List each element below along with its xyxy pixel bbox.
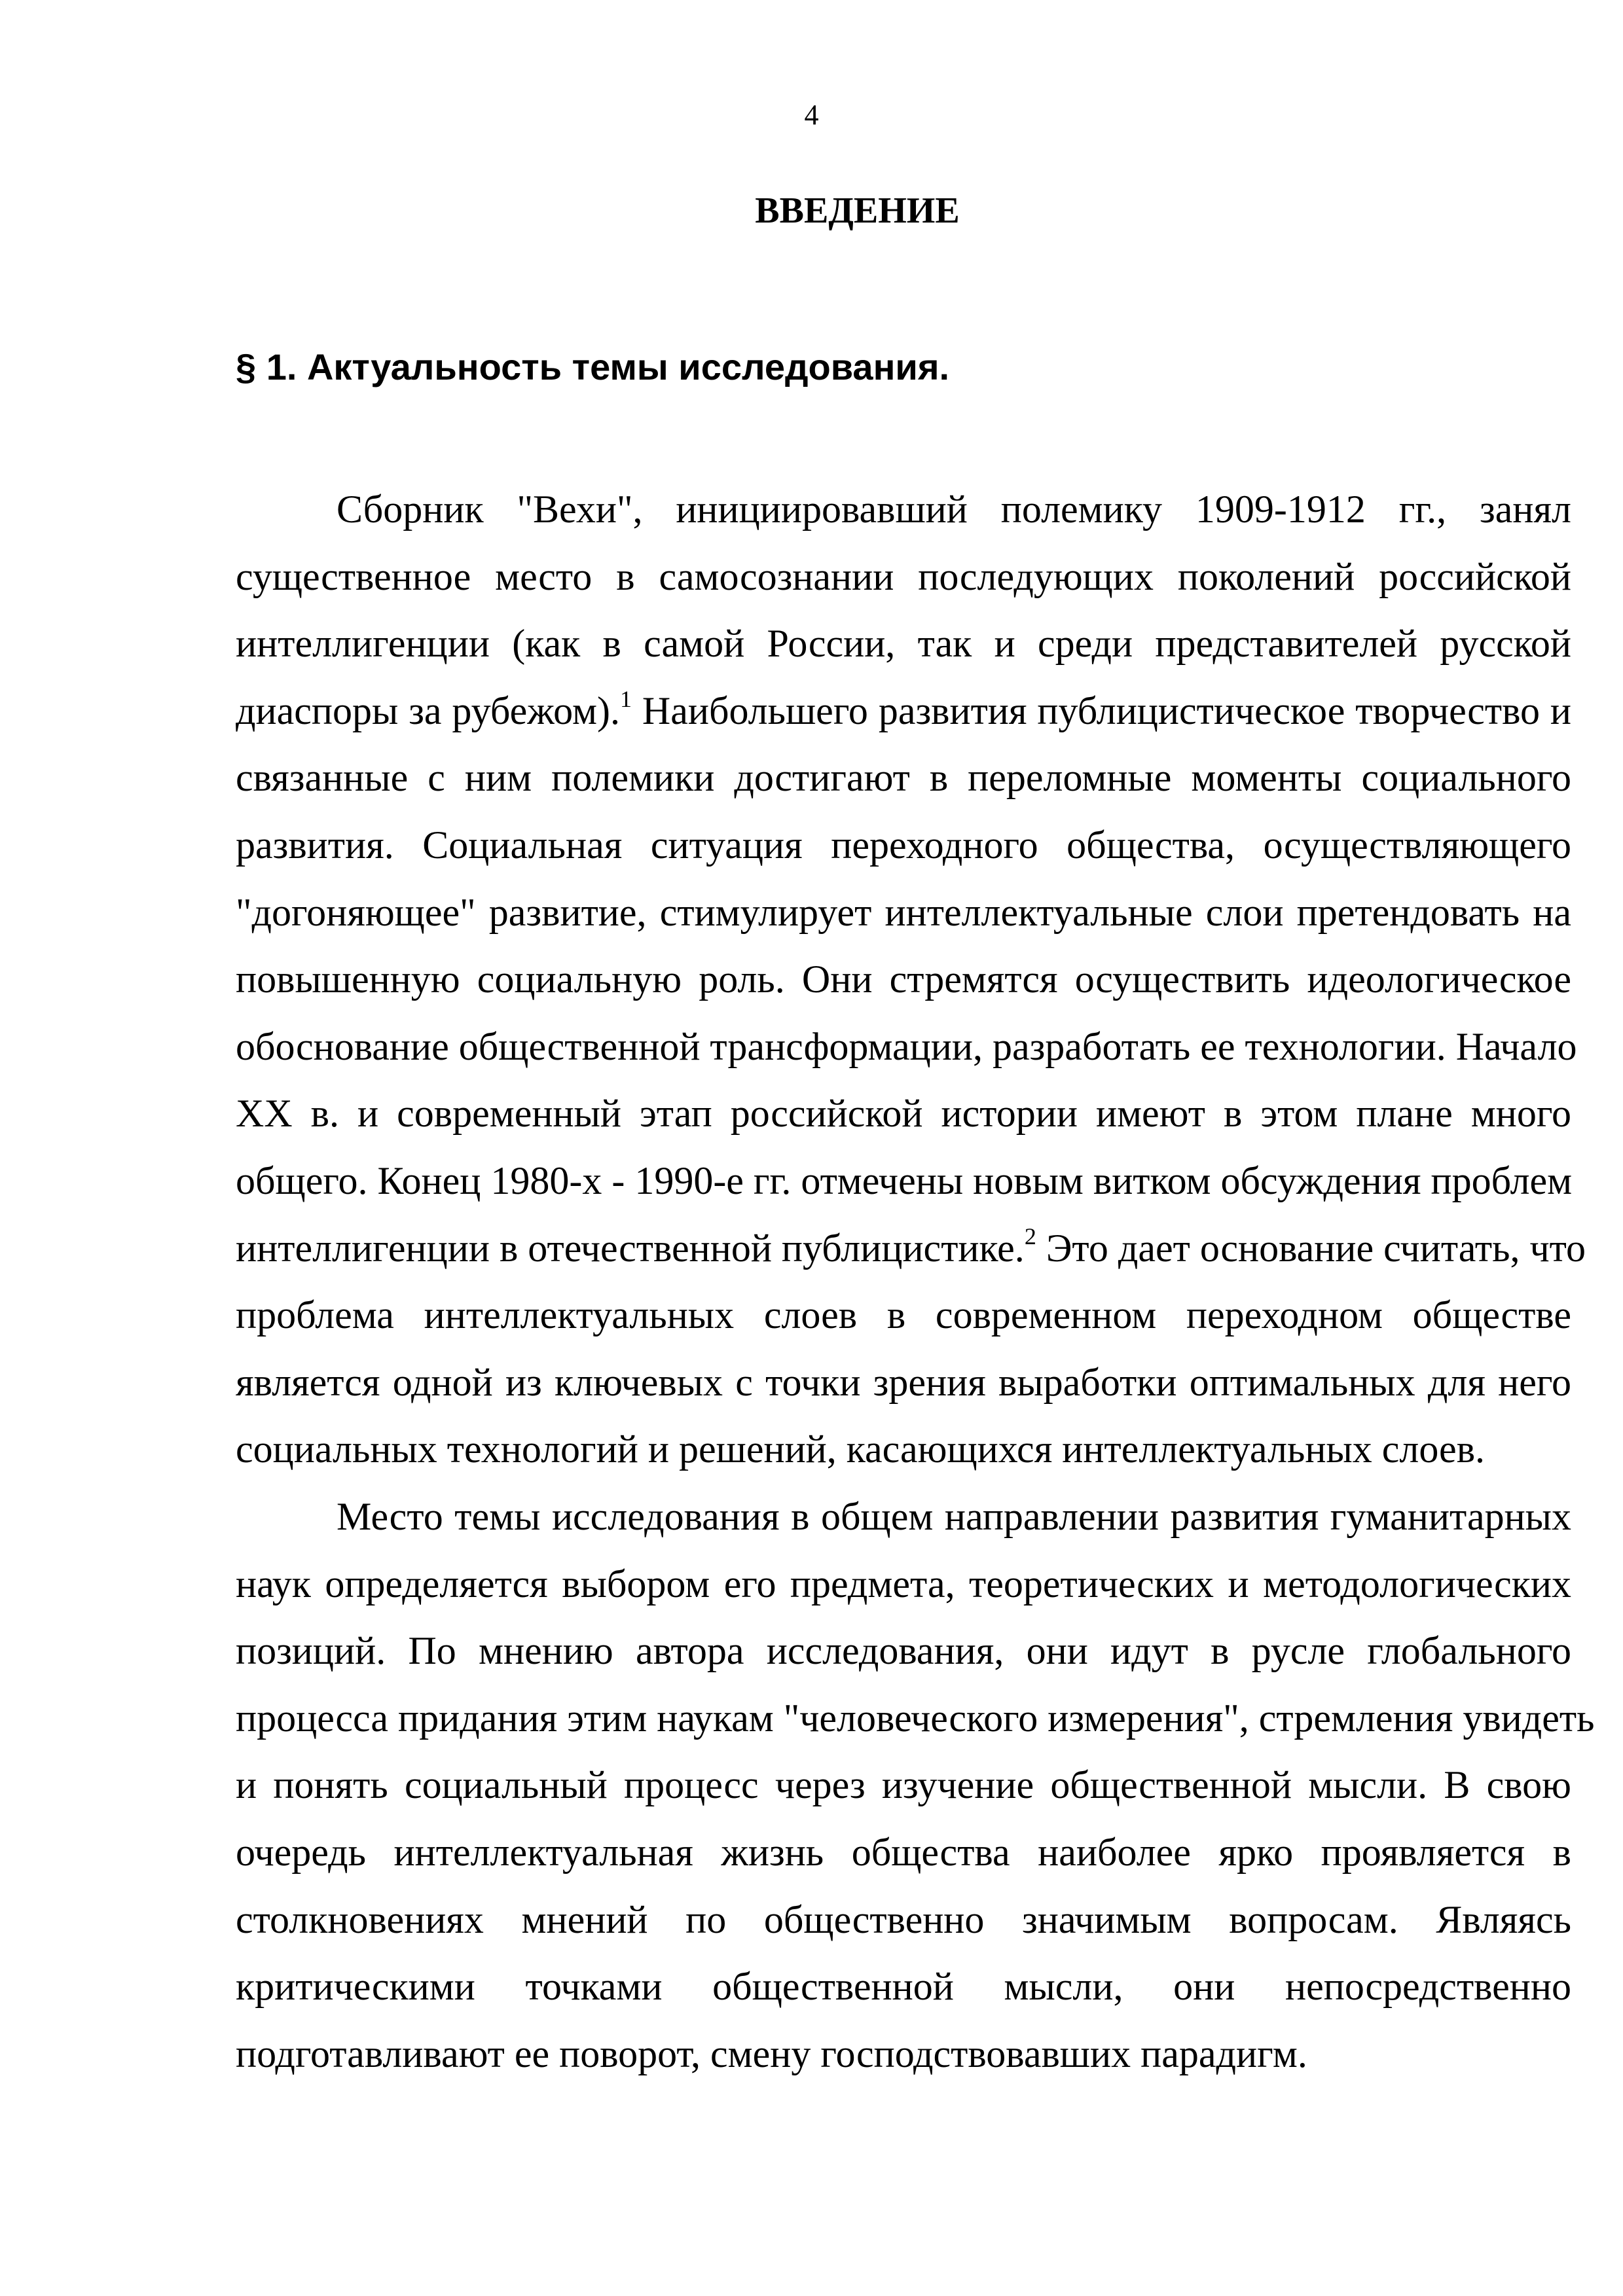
paragraph-line: существенное место в самосознании последующих поколений российской [236,554,1571,598]
paragraph-line: столкновениях мнений по общественно значимым вопросам. Являясь [236,1897,1571,1941]
paragraph-line: интеллигенции (как в самой России, так и среди представителей русской [236,622,1571,666]
chapter-heading: ВВЕДЕНИЕ [755,190,960,231]
paragraph-line: и понять социальный процесс через изучение общественной мысли. В свою [236,1763,1571,1807]
paragraph-line: повышенную социальную роль. Они стремятся осуществить идеологическое [236,958,1571,1001]
paragraph-line: очередь интеллектуальная жизнь общества наиболее ярко проявляется в [236,1831,1571,1874]
paragraph-line: является одной из ключевых с точки зрения выработки оптимальных для него [236,1360,1571,1404]
paragraph-line: интеллигенции в отечественной публицистике.$^2$ Это дает основание считать, что [236,1223,1586,1270]
paragraph-line: Сборник "Вехи", инициировавший полемику 1909-1912 гг., занял [337,488,1571,531]
paragraph-line: подготавливают ее поворот, смену господствовавших парадигм. [236,2032,1307,2075]
paragraph-line: XX в. и современный этап российской истории имеют в этом плане много [236,1092,1571,1136]
paragraph-line: развития. Социальная ситуация переходного общества, осуществляющего [236,823,1571,867]
paragraph-line: общего. Конец 1980-х - 1990-е гг. отмечены новым витком обсуждения проблем [236,1159,1573,1202]
paragraph-line: "догоняющее" развитие, стимулирует интеллектуальные слои претендовать на [236,890,1571,934]
paragraph-line: позиций. По мнению автора исследования, они идут в русле глобального [236,1629,1571,1673]
paragraph-line: наук определяется выбором его предмета, теоретических и методологических [236,1562,1571,1605]
paragraph-line: Место темы исследования в общем направлении развития гуманитарных [337,1495,1571,1538]
paragraph-line: социальных технологий и решений, касающихся интеллектуальных слоев. [236,1427,1486,1471]
paragraph-line: диаспоры за рубежом).$^1$ Наибольшего развития публицистическое творчество и [236,685,1571,732]
paragraph-line: процесса придания этим наукам "человеческого измерения", стремления увидеть [236,1696,1595,1740]
paragraph-line: связанные с ним полемики достигают в переломные моменты социального [236,756,1571,800]
paragraph-line: проблема интеллектуальных слоев в современном переходном обществе [236,1293,1571,1337]
footnote-marker: 1 [619,685,632,712]
footnote-marker: 2 [1024,1223,1036,1249]
page-number: 4 [804,99,819,131]
paragraph-line: критическими точками общественной мысли, они непосредственно [236,1965,1571,2009]
section-title: § 1. Актуальность темы исследования. [236,346,950,387]
paragraph-line: обоснование общественной трансформации, разработать ее технологии. Начало [236,1024,1577,1068]
